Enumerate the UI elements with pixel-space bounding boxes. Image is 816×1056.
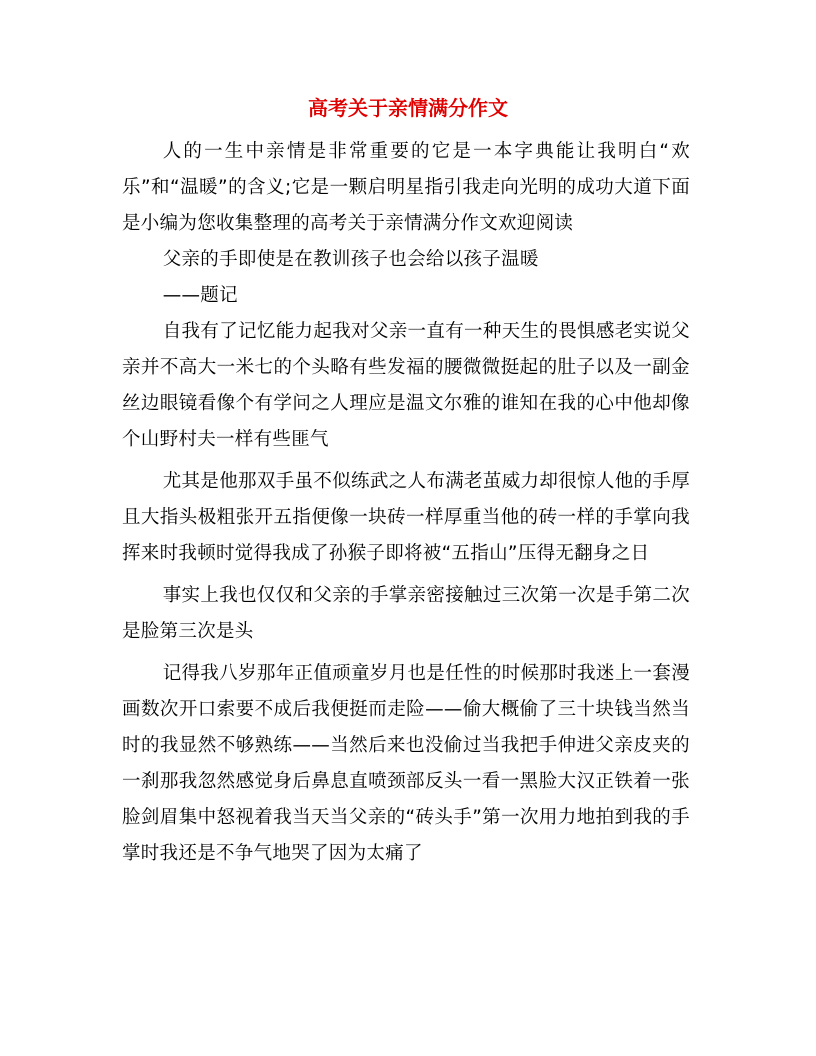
intro-paragraph: 人的一生中亲情是非常重要的它是一本字典能让我明白“欢乐”和“温暖”的含义;它是一颗启明星指引我走向光明的成功大道下面是小编为您收集整理的高考关于亲情满分作文欢迎阅读	[122, 141, 690, 234]
body-paragraph: 尤其是他那双手虽不似练武之人布满老茧威力却很惊人他的手厚且大指头极粗张开五指便像一块砖一样厚重当他的砖一样的手掌向我挥来时我顿时觉得我成了孙猴子即将被“五指山”压得无翻身之日	[122, 471, 690, 564]
document-body	[122, 134, 690, 872]
epigraph-attribution: ——题记	[162, 285, 238, 306]
body-paragraph: 事实上我也仅仅和父亲的手掌亲密接触过三次第一次是手第二次是脸第三次是头	[122, 585, 690, 642]
epigraph-paragraph: 父亲的手即使是在教训孩子也会给以孩子温暖	[162, 249, 539, 270]
document-title: 高考关于亲情满分作文	[308, 96, 508, 120]
body-paragraph: 自我有了记忆能力起我对父亲一直有一种天生的畏惧感老实说父亲并不高大一米七的个头略有些发福的腰微微挺起的肚子以及一副金丝边眼镜看像个有学问之人理应是温文尔雅的谁知在我的心中他却像个山野村夫一样有些匪气	[122, 321, 690, 450]
body-paragraph: 记得我八岁那年正值顽童岁月也是任性的时候那时我迷上一套漫画数次开口索要不成后我便挺而走险——偷大概偷了三十块钱当然当时的我显然不够熟练——当然后来也没偷过当我把手伸进父亲皮夹的一刹那我忽然感觉身后鼻息直喷颈部反头一看一黑脸大汉正铁着一张脸剑眉集中怒视着我当天当父亲的“砖头手”第一次用力地拍到我的手掌时我还是不争气地哭了因为太痛了	[122, 663, 690, 864]
